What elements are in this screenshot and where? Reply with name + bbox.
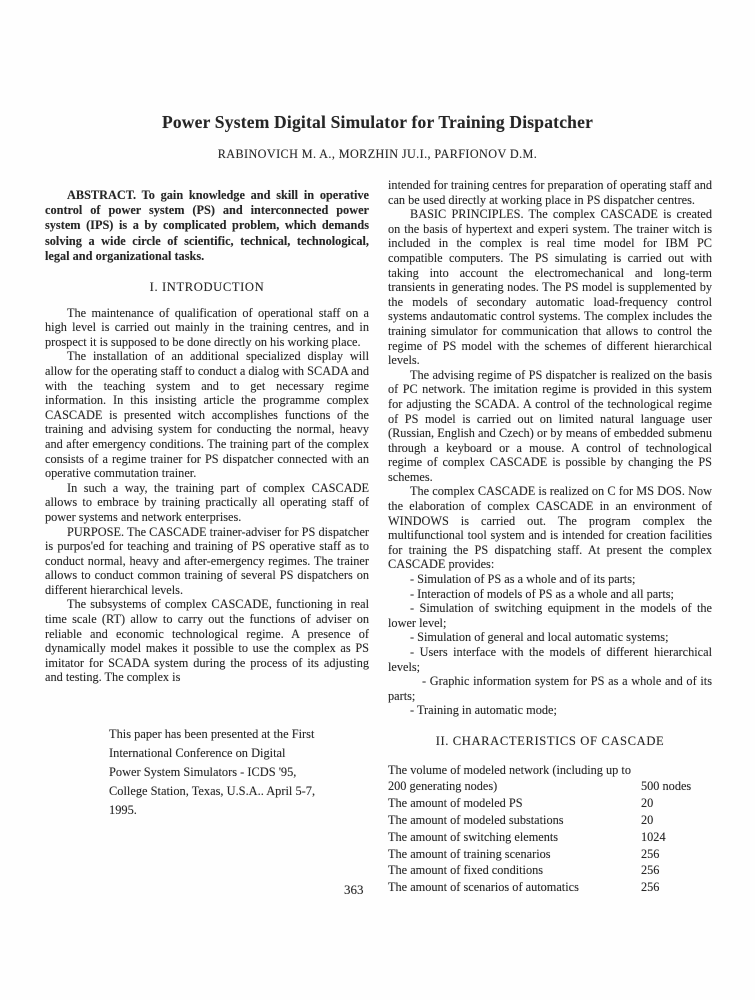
table-cell-label: The amount of switching elements (388, 829, 559, 844)
table-cell-value: 256 (641, 863, 660, 878)
presentation-footnote: This paper has been presented at the First International Conference on Digital Power System Simulators - ICDS '95, College Station, Texas, U.S.A.. April 5-7, 1995. (109, 727, 316, 818)
paper-title: Power System Digital Simulator for Training Dispatcher (161, 112, 594, 132)
feature-list-item: - Simulation of PS as a whole and of its parts; (410, 572, 636, 587)
table-row (388, 846, 712, 863)
feature-list-item: - Users interface with the models of different hierarchical levels; (388, 645, 712, 674)
table-row (388, 879, 712, 896)
body-paragraph: PURPOSE. The CASCADE trainer-adviser for PS dispatcher is purpos'ed for teaching and training of PS operative staff as to conduct normal, heavy and after-emergency regimes. The trainer allows to conduct common training of several PS dispatchers on different hierarchical levels. (45, 524, 369, 597)
section-heading-characteristics: II. CHARACTERISTICS OF CASCADE (435, 733, 665, 748)
body-paragraph: The subsystems of complex CASCADE, functioning in real time scale (RT) allow to carry out the functions of adviser on reliable and economic technological regime. A presence of dynamically model makes it possible to use the complex as PS imitator for SCADA system during the process of its adjusting and testing. The complex is (45, 597, 369, 685)
table-cell-label: The amount of fixed conditions (388, 863, 544, 878)
table-cell-value: 256 (641, 880, 660, 895)
body-paragraph: intended for training centres for preparation of operating staff and can be used directly at working place in PS dispatcher centres. (388, 178, 712, 207)
section-heading-introduction: I. INTRODUCTION (149, 280, 265, 295)
table-cell-label: The amount of scenarios of automatics (388, 880, 579, 895)
body-paragraph: The installation of an additional specialized display will allow for the operating staff to conduct a dialog with SCADA and with the teaching system and to get necessary regime information. In this insisting article the programme complex CASCADE is presented witch accomplishes functions of the training and advising system for conducting the normal, heavy and after emergency conditions. The training part of the complex consists of a regime trainer for PS dispatcher connected with an operative commutation trainer. (45, 349, 369, 481)
two-column-body (45, 178, 712, 896)
table-cell-value: 20 (641, 812, 654, 827)
table-cell-label: The amount of modeled PS (388, 796, 523, 811)
page-number: 363 (344, 882, 364, 897)
left-column (45, 178, 369, 896)
body-paragraph: The complex CASCADE is realized on C for MS DOS. Now the elaboration of complex CASCADE in an environment of WINDOWS is carried out. The program complex the multifunctional tool system and is intended for creation facilities for training the PS dispatching staff. At present the complex CASCADE provides: (388, 484, 712, 572)
table-cell-label: The volume of modeled network (including up to 200 generating nodes) (388, 762, 631, 794)
body-paragraph: BASIC PRINCIPLES. The complex CASCADE is created on the basis of hypertext and experi system. The trainer witch is included in the complex is real time model for IBM PC compatible computers. The PS simulating is carried out with taking into account the electromechanical and long-term transients in generating nodes. The PS model is supplemented by the models of secondary automatic load-frequency control systems andautomatic control systems. The complex includes the training simulator for communication that allows to control the regime of PS model with the schemes of different hierarchical levels. (388, 207, 712, 368)
table-row (388, 862, 712, 879)
paper-authors: RABINOVICH M. A., MORZHIN JU.I., PARFIONOV D.M. (217, 147, 538, 161)
table-cell-value: 20 (641, 796, 654, 811)
body-paragraph: The maintenance of qualification of operational staff on a high level is carried out mainly in the training centres, and in prospect it is supposed to be done directly on his working place. (45, 305, 369, 349)
right-column (388, 178, 712, 896)
table-row (388, 812, 712, 829)
abstract-paragraph: ABSTRACT. To gain knowledge and skill in operative control of power system (PS) and interconnected power system (IPS) is a by complicated problem, which demands solving a wide circle of scientific, technical, technological, legal and organizational tasks. (45, 188, 369, 263)
table-cell-label: The amount of training scenarios (388, 846, 551, 861)
table-row (388, 762, 712, 796)
feature-list-item: - Simulation of switching equipment in the models of the lower level; (388, 601, 712, 630)
table-cell-value: 1024 (641, 829, 666, 844)
table-row (388, 829, 712, 846)
feature-list-item: - Training in automatic mode; (410, 703, 557, 718)
table-cell-value: 500 nodes (641, 779, 692, 794)
table-cell-label: The amount of modeled substations (388, 812, 564, 827)
body-paragraph: In such a way, the training part of complex CASCADE allows to embrace by training practically all operating staff of power systems and network enterprises. (45, 480, 369, 524)
body-paragraph: The advising regime of PS dispatcher is realized on the basis of PC network. The imitation regime is provided in this system for adjusting the SCADA. A control of the technological regime of PS model is carried out on limited natural language user (Russian, English and Czech) or by means of embedded submenu through a keyboard or a mouse. A control of technological regime of complex CASCADE is possible by changing the PS schemes. (388, 367, 712, 484)
characteristics-table (388, 762, 712, 896)
table-row (388, 795, 712, 812)
feature-list-item: - Interaction of models of PS as a whole and all parts; (410, 586, 674, 601)
table-cell-value: 256 (641, 846, 660, 861)
feature-list-item: - Graphic information system for PS as a whole and of its parts; (388, 674, 712, 703)
feature-list-item: - Simulation of general and local automatic systems; (410, 630, 669, 645)
